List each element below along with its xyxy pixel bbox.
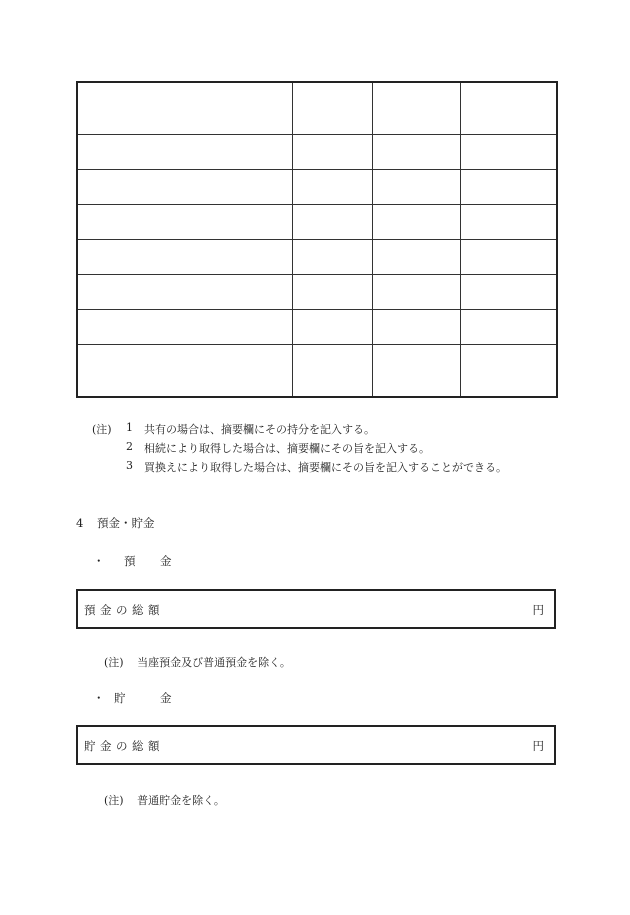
savings-total-box: [76, 725, 556, 765]
table-cell: [77, 205, 292, 240]
table-cell: [372, 240, 460, 275]
note-text: 共有の場合は、摘要欄にその持分を記入する。: [144, 423, 375, 436]
table-row: [77, 135, 557, 170]
table-cell: [292, 345, 372, 398]
table-cell: [460, 275, 557, 310]
table-row: [77, 345, 557, 398]
note-number: 2: [126, 440, 133, 453]
table-cell: [77, 170, 292, 205]
section-number: 4: [76, 516, 84, 530]
note-text: 買換えにより取得した場合は、摘要欄にその旨を記入することができる。: [144, 461, 507, 474]
table-cell: [77, 240, 292, 275]
note-label: (注): [92, 423, 112, 436]
table-cell: [77, 310, 292, 345]
table-cell: [460, 310, 557, 345]
note-number: 1: [126, 421, 133, 434]
note-text: 普通貯金を除く。: [137, 794, 225, 807]
table-cell: [77, 275, 292, 310]
table-cell: [292, 240, 372, 275]
table-row: [77, 205, 557, 240]
table-cell: [460, 135, 557, 170]
table-row: [77, 310, 557, 345]
deposit-bullet: ・: [93, 554, 105, 568]
deposit-total-box: [76, 589, 556, 629]
table-cell: [292, 275, 372, 310]
table-cell: [460, 240, 557, 275]
table-cell: [77, 82, 292, 135]
section-heading: [76, 515, 154, 531]
table-row: [77, 82, 557, 135]
table-row: [77, 275, 557, 310]
table-cell: [460, 345, 557, 398]
table-cell: [77, 345, 292, 398]
deposit-total-label: 預金の総額: [84, 603, 164, 617]
table-cell: [77, 135, 292, 170]
table-cell: [292, 82, 372, 135]
table-cell: [292, 310, 372, 345]
note-label: (注): [104, 656, 124, 669]
note-text: 相続により取得した場合は、摘要欄にその旨を記入する。: [144, 442, 430, 455]
deposit-unit: 円: [532, 603, 544, 617]
deposit-heading-char-2: 金: [160, 554, 172, 568]
note-label: (注): [104, 794, 124, 807]
savings-bullet: ・: [93, 691, 105, 705]
savings-heading-char-2: 金: [160, 691, 172, 705]
note-text: 当座預金及び普通預金を除く。: [137, 656, 291, 669]
deposit-note: [104, 654, 291, 670]
table-cell: [372, 310, 460, 345]
section-title: 預金・貯金: [96, 516, 155, 530]
savings-unit: 円: [532, 739, 544, 753]
asset-table-body: [77, 82, 557, 397]
table-cell: [460, 205, 557, 240]
savings-heading-char-1: 貯: [114, 691, 126, 705]
table-cell: [460, 170, 557, 205]
table-cell: [372, 82, 460, 135]
deposit-heading-char-1: 預: [124, 554, 136, 568]
table-cell: [372, 275, 460, 310]
table-cell: [372, 170, 460, 205]
table-cell: [372, 135, 460, 170]
table-cell: [372, 205, 460, 240]
table-row: [77, 240, 557, 275]
asset-table: [76, 81, 558, 398]
note-number: 3: [126, 459, 133, 472]
savings-note: [104, 792, 225, 808]
savings-total-label: 貯金の総額: [84, 739, 164, 753]
table-row: [77, 170, 557, 205]
table-cell: [460, 82, 557, 135]
table-cell: [292, 205, 372, 240]
table-cell: [292, 170, 372, 205]
table-cell: [372, 345, 460, 398]
table-cell: [292, 135, 372, 170]
